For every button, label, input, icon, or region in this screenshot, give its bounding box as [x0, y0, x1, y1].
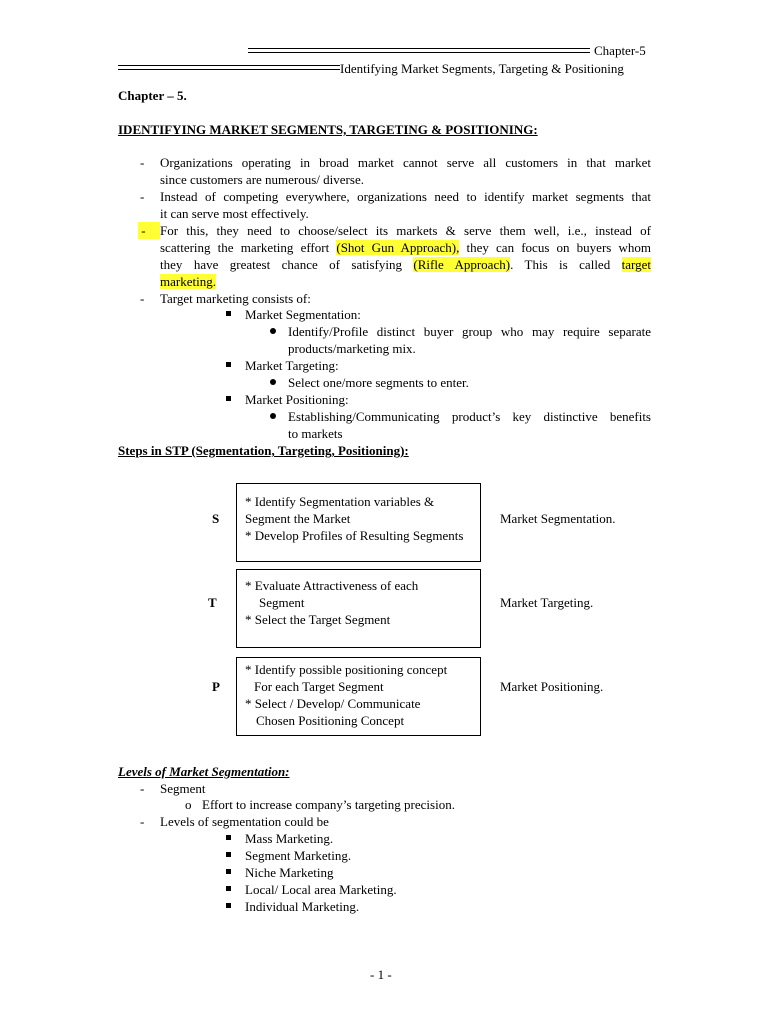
section-title: IDENTIFYING MARKET SEGMENTS, TARGETING & POSITIONING:	[118, 122, 538, 137]
header-rule-top-a	[248, 48, 590, 49]
square-bullet-level-2	[226, 852, 231, 857]
stp-t-line-3: * Select the Target Segment	[245, 612, 391, 627]
bullet-2-line-1: Instead of competing everywhere, organizations need to identify market segments that	[160, 189, 651, 204]
level-item-4: Local/ Local area Marketing.	[245, 882, 397, 897]
square-bullet-seg	[226, 311, 231, 316]
sub-seg: Market Segmentation:	[245, 307, 361, 322]
bullet-2-line-2: it can serve most effectively.	[160, 206, 309, 221]
level-item-2: Segment Marketing.	[245, 848, 352, 863]
stp-p-line-2: For each Target Segment	[254, 679, 384, 694]
bullet-3-line-3: they have greatest chance of satisfying (Rifle Approach). This is called target	[160, 257, 651, 272]
dash-5: -	[140, 781, 145, 796]
bullet-3-line-1: For this, they need to choose/select its markets & serve them well, i.e., instead of	[160, 223, 651, 238]
bullet-1-line-2: since customers are numerous/ diverse.	[160, 172, 364, 187]
stp-t-label: Market Targeting.	[500, 595, 594, 610]
header-rule-bottom-b	[118, 69, 340, 70]
dash-3-highlighted: -	[138, 222, 160, 239]
sub-tar: Market Targeting:	[245, 358, 339, 373]
stp-s-line-3: * Develop Profiles of Resulting Segments	[245, 528, 464, 543]
round-bullet-pos	[270, 413, 276, 419]
stp-t-line-2: Segment	[259, 595, 305, 610]
square-bullet-level-4	[226, 886, 231, 891]
hollow-bullet: o	[185, 797, 192, 812]
levels-could-be: Levels of segmentation could be	[160, 814, 329, 829]
bullet-1-line-1: Organizations operating in broad market cannot serve all customers in that market	[160, 155, 651, 170]
bullet-3-line-2: scattering the marketing effort (Shot Gun Approach), they can focus on buyers whom	[160, 240, 651, 255]
dash-6: -	[140, 814, 145, 829]
levels-heading: Levels of Market Segmentation:	[118, 764, 290, 779]
header-rule-bottom-a	[118, 65, 340, 66]
square-bullet-pos	[226, 396, 231, 401]
stp-p-line-1: * Identify possible positioning concept	[245, 662, 448, 677]
sub-seg-desc-2: products/marketing mix.	[288, 341, 416, 356]
sub-tar-desc-1: Select one/more segments to enter.	[288, 375, 469, 390]
stp-letter-s: S	[212, 511, 220, 526]
level-item-5: Individual Marketing.	[245, 899, 360, 914]
stp-p-line-4: Chosen Positioning Concept	[256, 713, 405, 728]
dash-2: -	[140, 189, 145, 204]
header-rule-top-b	[248, 52, 590, 53]
stp-p-line-3: * Select / Develop/ Communicate	[245, 696, 421, 711]
round-bullet-seg	[270, 328, 276, 334]
stp-letter-p: P	[212, 679, 220, 694]
rifle-approach: (Rifle Approach)	[413, 257, 511, 272]
square-bullet-level-3	[226, 869, 231, 874]
bullet-4: Target marketing consists of:	[160, 291, 311, 306]
header-subtitle: Identifying Market Segments, Targeting & Positioning	[340, 61, 624, 76]
stp-heading: Steps in STP (Segmentation, Targeting, Positioning):	[118, 443, 409, 458]
header-chapter: Chapter-5	[594, 43, 646, 58]
marketing-word: marketing.	[160, 274, 216, 289]
chapter-heading: Chapter – 5.	[118, 88, 187, 103]
stp-t-line-1: * Evaluate Attractiveness of each	[245, 578, 419, 593]
stp-s-line-1: * Identify Segmentation variables &	[245, 494, 435, 509]
page-number: - 1 -	[370, 967, 392, 982]
stp-s-label: Market Segmentation.	[500, 511, 616, 526]
target-word: target	[621, 257, 651, 272]
level-item-3: Niche Marketing	[245, 865, 334, 880]
square-bullet-level-5	[226, 903, 231, 908]
dash-1: -	[140, 155, 145, 170]
shot-gun-approach: (Shot Gun Approach),	[336, 240, 460, 255]
square-bullet-tar	[226, 362, 231, 367]
bullet-3-line-4	[160, 273, 216, 290]
sub-pos-desc-2: to markets	[288, 426, 343, 441]
sub-seg-desc-1: Identify/Profile distinct buyer group who may require separate	[288, 324, 651, 339]
dash-4: -	[140, 291, 145, 306]
levels-segment: Segment	[160, 781, 206, 796]
round-bullet-tar	[270, 379, 276, 385]
sub-pos-desc-1: Establishing/Communicating product’s key distinctive benefits	[288, 409, 651, 424]
level-item-1: Mass Marketing.	[245, 831, 334, 846]
stp-p-label: Market Positioning.	[500, 679, 604, 694]
stp-letter-t: T	[208, 595, 217, 610]
square-bullet-level-1	[226, 835, 231, 840]
stp-s-line-2: Segment the Market	[245, 511, 351, 526]
sub-pos: Market Positioning:	[245, 392, 349, 407]
levels-segment-desc: Effort to increase company’s targeting precision.	[202, 797, 455, 812]
